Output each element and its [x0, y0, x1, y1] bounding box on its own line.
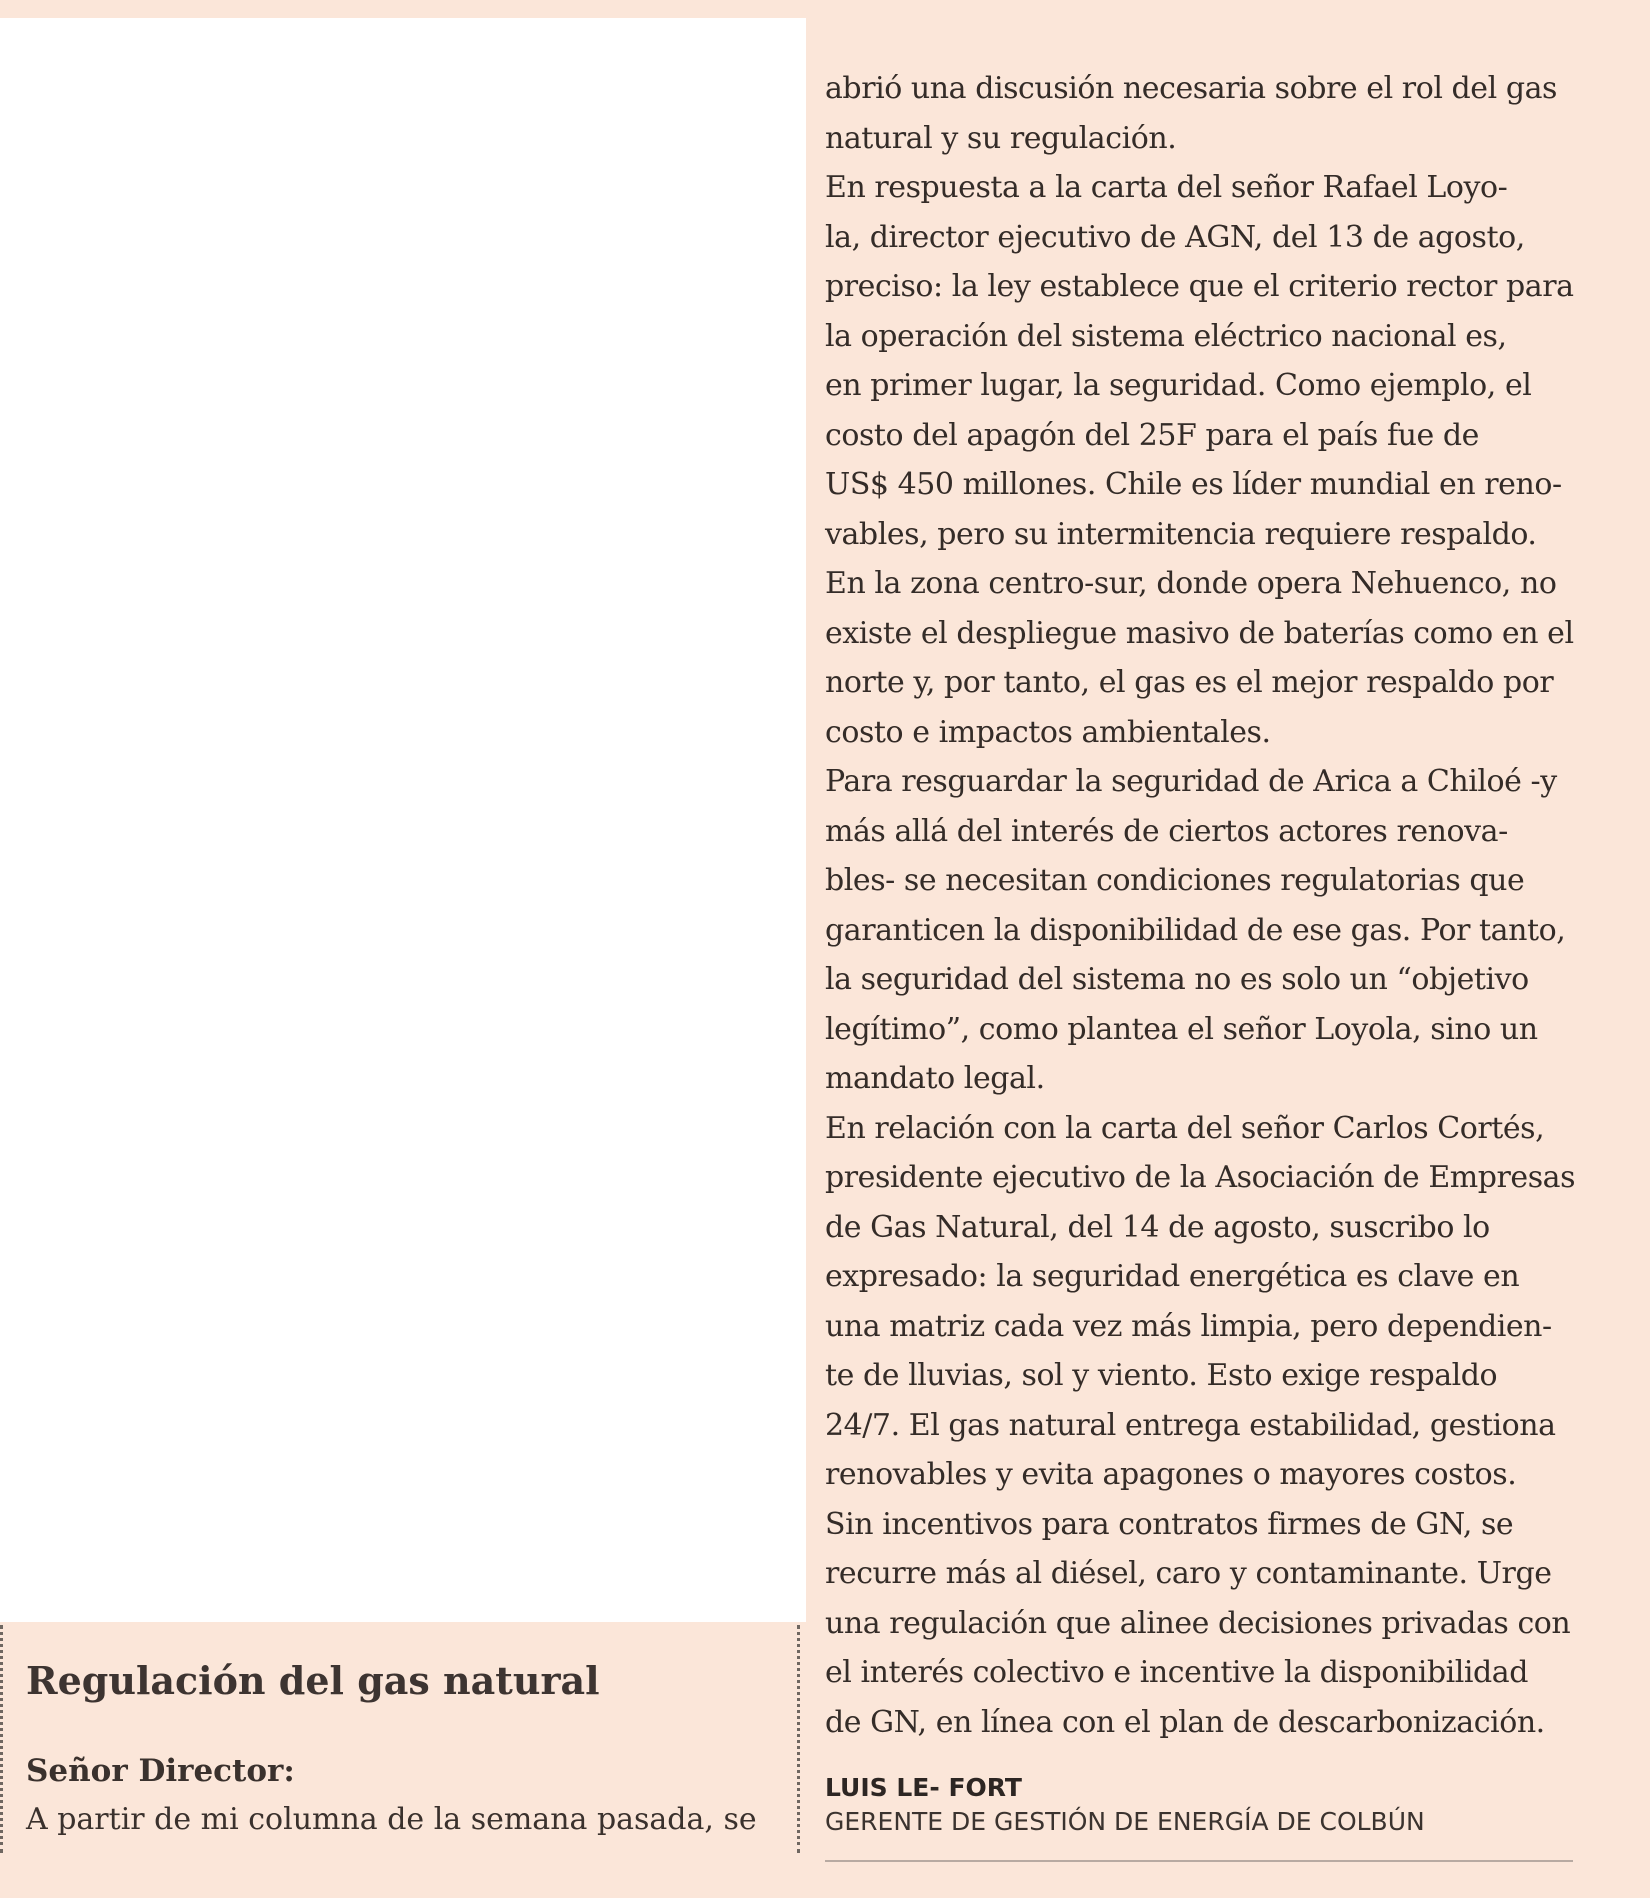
author-title: GERENTE DE GESTIÓN DE ENERGÍA DE COLBÚN	[825, 1807, 1425, 1836]
body-line: En respuesta a la carta del señor Rafael Loyo-	[825, 170, 1508, 205]
body-line: US$ 450 millones. Chile es líder mundial en reno-	[825, 467, 1562, 502]
body-line: la, director ejecutivo de AGN, del 13 de agosto,	[825, 219, 1525, 255]
body-line: en primer lugar, la seguridad. Como ejemplo, el	[825, 368, 1532, 403]
body-line: renovables y evita apagones o mayores costos.	[825, 1457, 1517, 1492]
body-line: costo del apagón del 25F para el país fue de	[825, 417, 1479, 453]
left-dotted-divider	[0, 1625, 3, 1853]
body-line: presidente ejecutivo de la Asociación de Empresas	[825, 1160, 1576, 1195]
body-line: más allá del interés de ciertos actores renova-	[825, 813, 1508, 849]
body-line: Para resguardar la seguridad de Arica a Chiloé -y	[825, 764, 1557, 799]
body-line: de GN, en línea con el plan de descarbonización.	[825, 1704, 1545, 1740]
body-line: legítimo”, como plantea el señor Loyola, sino un	[825, 1011, 1538, 1047]
letter-headline: Regulación del gas natural	[26, 1658, 600, 1703]
body-line: 24/7. El gas natural entrega estabilidad, gestiona	[825, 1407, 1556, 1443]
column-dotted-divider	[797, 1625, 800, 1853]
author-name: LUIS LE- FORT	[825, 1773, 1022, 1802]
body-line: costo e impactos ambientales.	[825, 714, 1271, 750]
body-line: el interés colectivo e incentive la disponibilidad	[825, 1655, 1528, 1690]
blank-image-area	[0, 18, 806, 1622]
body-line: garanticen la disponibilidad de ese gas. Por tanto,	[825, 912, 1566, 948]
body-line: norte y, por tanto, el gas es el mejor respaldo por	[825, 665, 1554, 700]
body-line: la operación del sistema eléctrico nacional es,	[825, 318, 1507, 354]
body-line: expresado: la seguridad energética es clave en	[825, 1259, 1520, 1294]
body-line: te de lluvias, sol y viento. Esto exige respaldo	[825, 1358, 1498, 1393]
body-line: vables, pero su intermitencia requiere respaldo.	[825, 516, 1537, 552]
body-line: Sin incentivos para contratos firmes de GN, se	[825, 1506, 1514, 1542]
body-line: abrió una discusión necesaria sobre el rol del gas	[825, 71, 1557, 106]
body-line: existe el despliegue masivo de baterías como en el	[825, 615, 1574, 651]
body-line: recurre más al diésel, caro y contaminante. Urge	[825, 1556, 1552, 1591]
top-band	[0, 0, 1650, 18]
body-line: natural y su regulación.	[825, 120, 1177, 156]
body-line: de Gas Natural, del 14 de agosto, suscribo lo	[825, 1209, 1490, 1245]
body-line: preciso: la ley establece que el criterio rector para	[825, 269, 1574, 304]
body-line: una regulación que alinee decisiones privadas con	[825, 1605, 1571, 1641]
salutation: Señor Director:	[26, 1753, 295, 1789]
bottom-rule	[825, 1860, 1573, 1862]
body-line: mandato legal.	[825, 1061, 1045, 1096]
right-column-body	[825, 64, 1630, 1754]
body-line: En relación con la carta del señor Carlos Cortés,	[825, 1110, 1545, 1146]
body-line: una matriz cada vez más limpia, pero dependien-	[825, 1308, 1552, 1344]
left-column-body-text: A partir de mi columna de la semana pasada, se	[26, 1802, 757, 1837]
body-line: En la zona centro-sur, donde opera Nehuenco, no	[825, 566, 1557, 601]
body-line: la seguridad del sistema no es solo un “objetivo	[825, 962, 1529, 997]
body-line: bles- se necesitan condiciones regulatorias que	[825, 863, 1525, 898]
